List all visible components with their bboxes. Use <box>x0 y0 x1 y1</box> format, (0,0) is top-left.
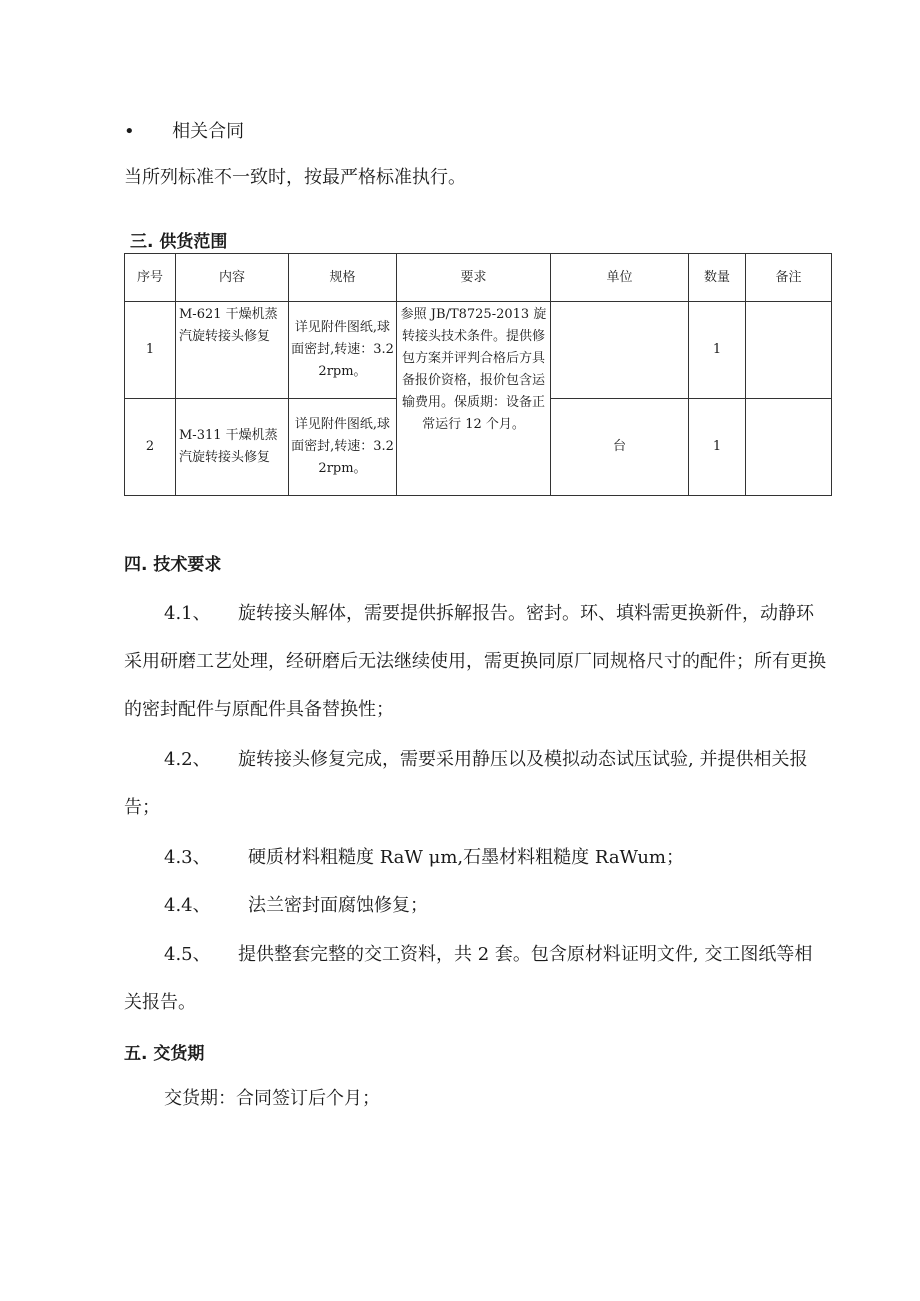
tech-item-4-5 <box>124 931 830 1027</box>
item-number: 4.1、 <box>164 603 211 624</box>
tech-item-4-1 <box>124 590 830 734</box>
bullet-text: 相关合同 <box>172 121 245 142</box>
item-number: 4.4、 <box>164 895 211 916</box>
item-number: 4.2、 <box>164 749 211 770</box>
header-unit: 单位 <box>551 254 689 302</box>
tech-item-4-4 <box>124 882 830 930</box>
tech-item-4-3 <box>124 834 830 882</box>
cell-note <box>746 302 832 399</box>
bullet-marker: • <box>124 121 135 142</box>
header-no: 序号 <box>125 254 176 302</box>
section-4-title: 四. 技术要求 <box>124 555 222 575</box>
item-number: 4.5、 <box>164 944 211 965</box>
item-text: 法兰密封面腐蚀修复； <box>248 895 428 916</box>
item-number: 4.3、 <box>164 847 211 868</box>
header-requirement: 要求 <box>397 254 551 302</box>
item-text: 旋转接头修复完成，需要采用静压以及模拟动态试压试验, 并提供相关报告； <box>124 749 808 818</box>
table-header-row <box>125 254 832 302</box>
bullet-item <box>124 120 244 144</box>
header-content: 内容 <box>176 254 289 302</box>
header-qty: 数量 <box>689 254 746 302</box>
cell-qty: 1 <box>689 302 746 399</box>
cell-qty: 1 <box>689 399 746 496</box>
standard-note: 当所列标准不一致时，按最严格标准执行。 <box>124 167 466 188</box>
cell-unit-empty <box>551 302 689 399</box>
cell-spec: 详见附件图纸,球面密封,转速：3.22rpm。 <box>289 399 397 496</box>
tech-item-4-2 <box>124 736 830 832</box>
section-5-title: 五. 交货期 <box>124 1044 205 1064</box>
item-text: 提供整套完整的交工资料，共 2 套。包含原材料证明文件, 交工图纸等相关报告。 <box>124 944 813 1013</box>
cell-spec: 详见附件图纸,球面密封,转速：3.22rpm。 <box>289 302 397 399</box>
supply-scope-table <box>124 253 832 496</box>
header-note: 备注 <box>746 254 832 302</box>
cell-note <box>746 399 832 496</box>
cell-content: M-621 干燥机蒸汽旋转接头修复 <box>176 302 289 399</box>
cell-requirement: 参照 JB/T8725-2013 旋转接头技术条件。提供修包方案并评判合格后方具备报价资格，报价包含运输费用。保质期：设备正常运行 12 个月。 <box>397 302 551 496</box>
cell-no: 1 <box>125 302 176 399</box>
cell-no: 2 <box>125 399 176 496</box>
item-text: 旋转接头解体，需要提供拆解报告。密封。环、填料需更换新件，动静环采用研磨工艺处理，经研磨后无法继续使用，需更换同原厂同规格尺寸的配件；所有更换的密封配件与原配件具备替换性； <box>124 603 826 720</box>
section-3-title: 三. 供货范围 <box>130 232 228 252</box>
item-text: 硬质材料粗糙度 RaW μm,石墨材料粗糙度 RaWum； <box>248 847 684 868</box>
cell-content: M-311 干燥机蒸汽旋转接头修复 <box>176 399 289 496</box>
table-row <box>125 302 832 399</box>
delivery-text: 交货期：合同签订后个月； <box>164 1088 380 1109</box>
cell-unit: 台 <box>551 399 689 496</box>
header-spec: 规格 <box>289 254 397 302</box>
